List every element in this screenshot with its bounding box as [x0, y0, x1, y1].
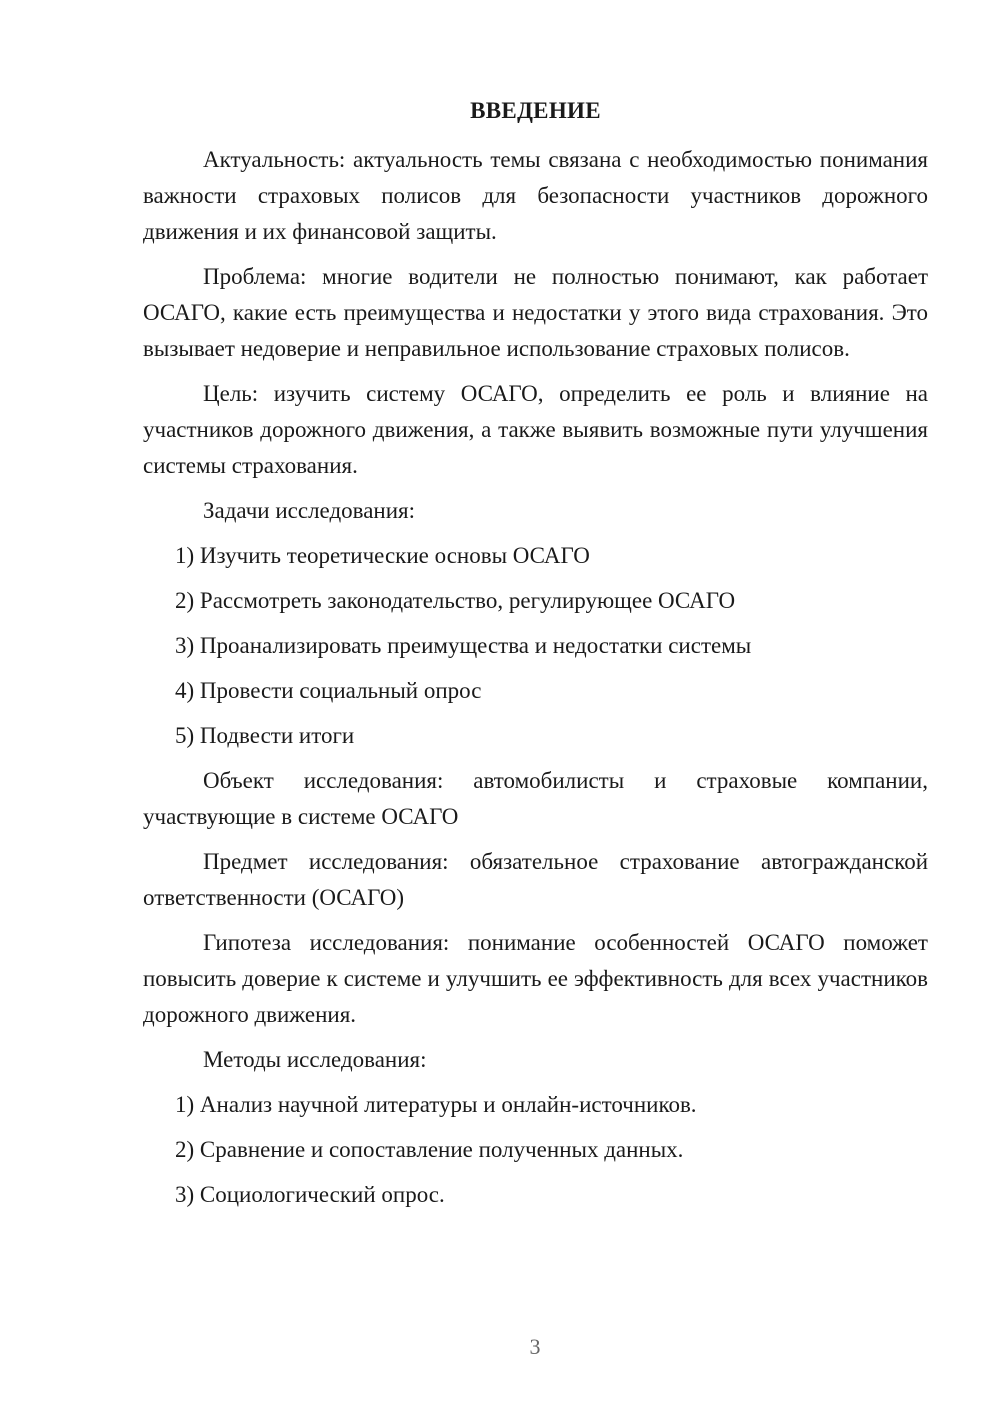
list-item: 3) Проанализировать преимущества и недостатки системы: [175, 633, 752, 658]
hypothesis-paragraph: Гипотеза исследования: понимание особенностей ОСАГО поможет повысить доверие к системе и улучшить ее эффективность для всех участников дорожного движения.: [143, 930, 928, 1027]
list-item: 1) Изучить теоретические основы ОСАГО: [175, 543, 590, 568]
tasks-heading: Задачи исследования:: [203, 498, 416, 523]
page-title: ВВЕДЕНИЕ: [470, 98, 601, 123]
object-paragraph: Объект исследования: автомобилисты и страховые компании, участвующие в системе ОСАГО: [143, 768, 928, 829]
methods-list: [143, 1087, 928, 1213]
list-item: 1) Анализ научной литературы и онлайн-источников.: [175, 1092, 697, 1117]
relevance-paragraph: Актуальность: актуальность темы связана с необходимостью понимания важности страховых полисов для безопасности участников дорожного движения и их финансовой защиты.: [143, 147, 928, 244]
list-item: 2) Сравнение и сопоставление полученных данных.: [175, 1137, 684, 1162]
methods-heading: Методы исследования:: [203, 1047, 427, 1072]
problem-paragraph: Проблема: многие водители не полностью понимают, как работает ОСАГО, какие есть преимущества и недостатки у этого вида страхования. Это вызывает недоверие и неправильное использование страховых полисов.: [143, 264, 928, 361]
list-item: 4) Провести социальный опрос: [175, 678, 482, 703]
subject-paragraph: Предмет исследования: обязательное страхование автогражданской ответственности (ОСАГО): [143, 849, 928, 910]
document-body: [143, 142, 928, 1222]
list-item: 5) Подвести итоги: [175, 723, 355, 748]
page-number: 3: [529, 1334, 541, 1359]
tasks-list: [143, 538, 928, 754]
list-item: 2) Рассмотреть законодательство, регулирующее ОСАГО: [175, 588, 736, 613]
list-item: 3) Социологический опрос.: [175, 1182, 445, 1207]
goal-paragraph: Цель: изучить систему ОСАГО, определить ее роль и влияние на участников дорожного движения, а также выявить возможные пути улучшения системы страхования.: [143, 381, 928, 478]
